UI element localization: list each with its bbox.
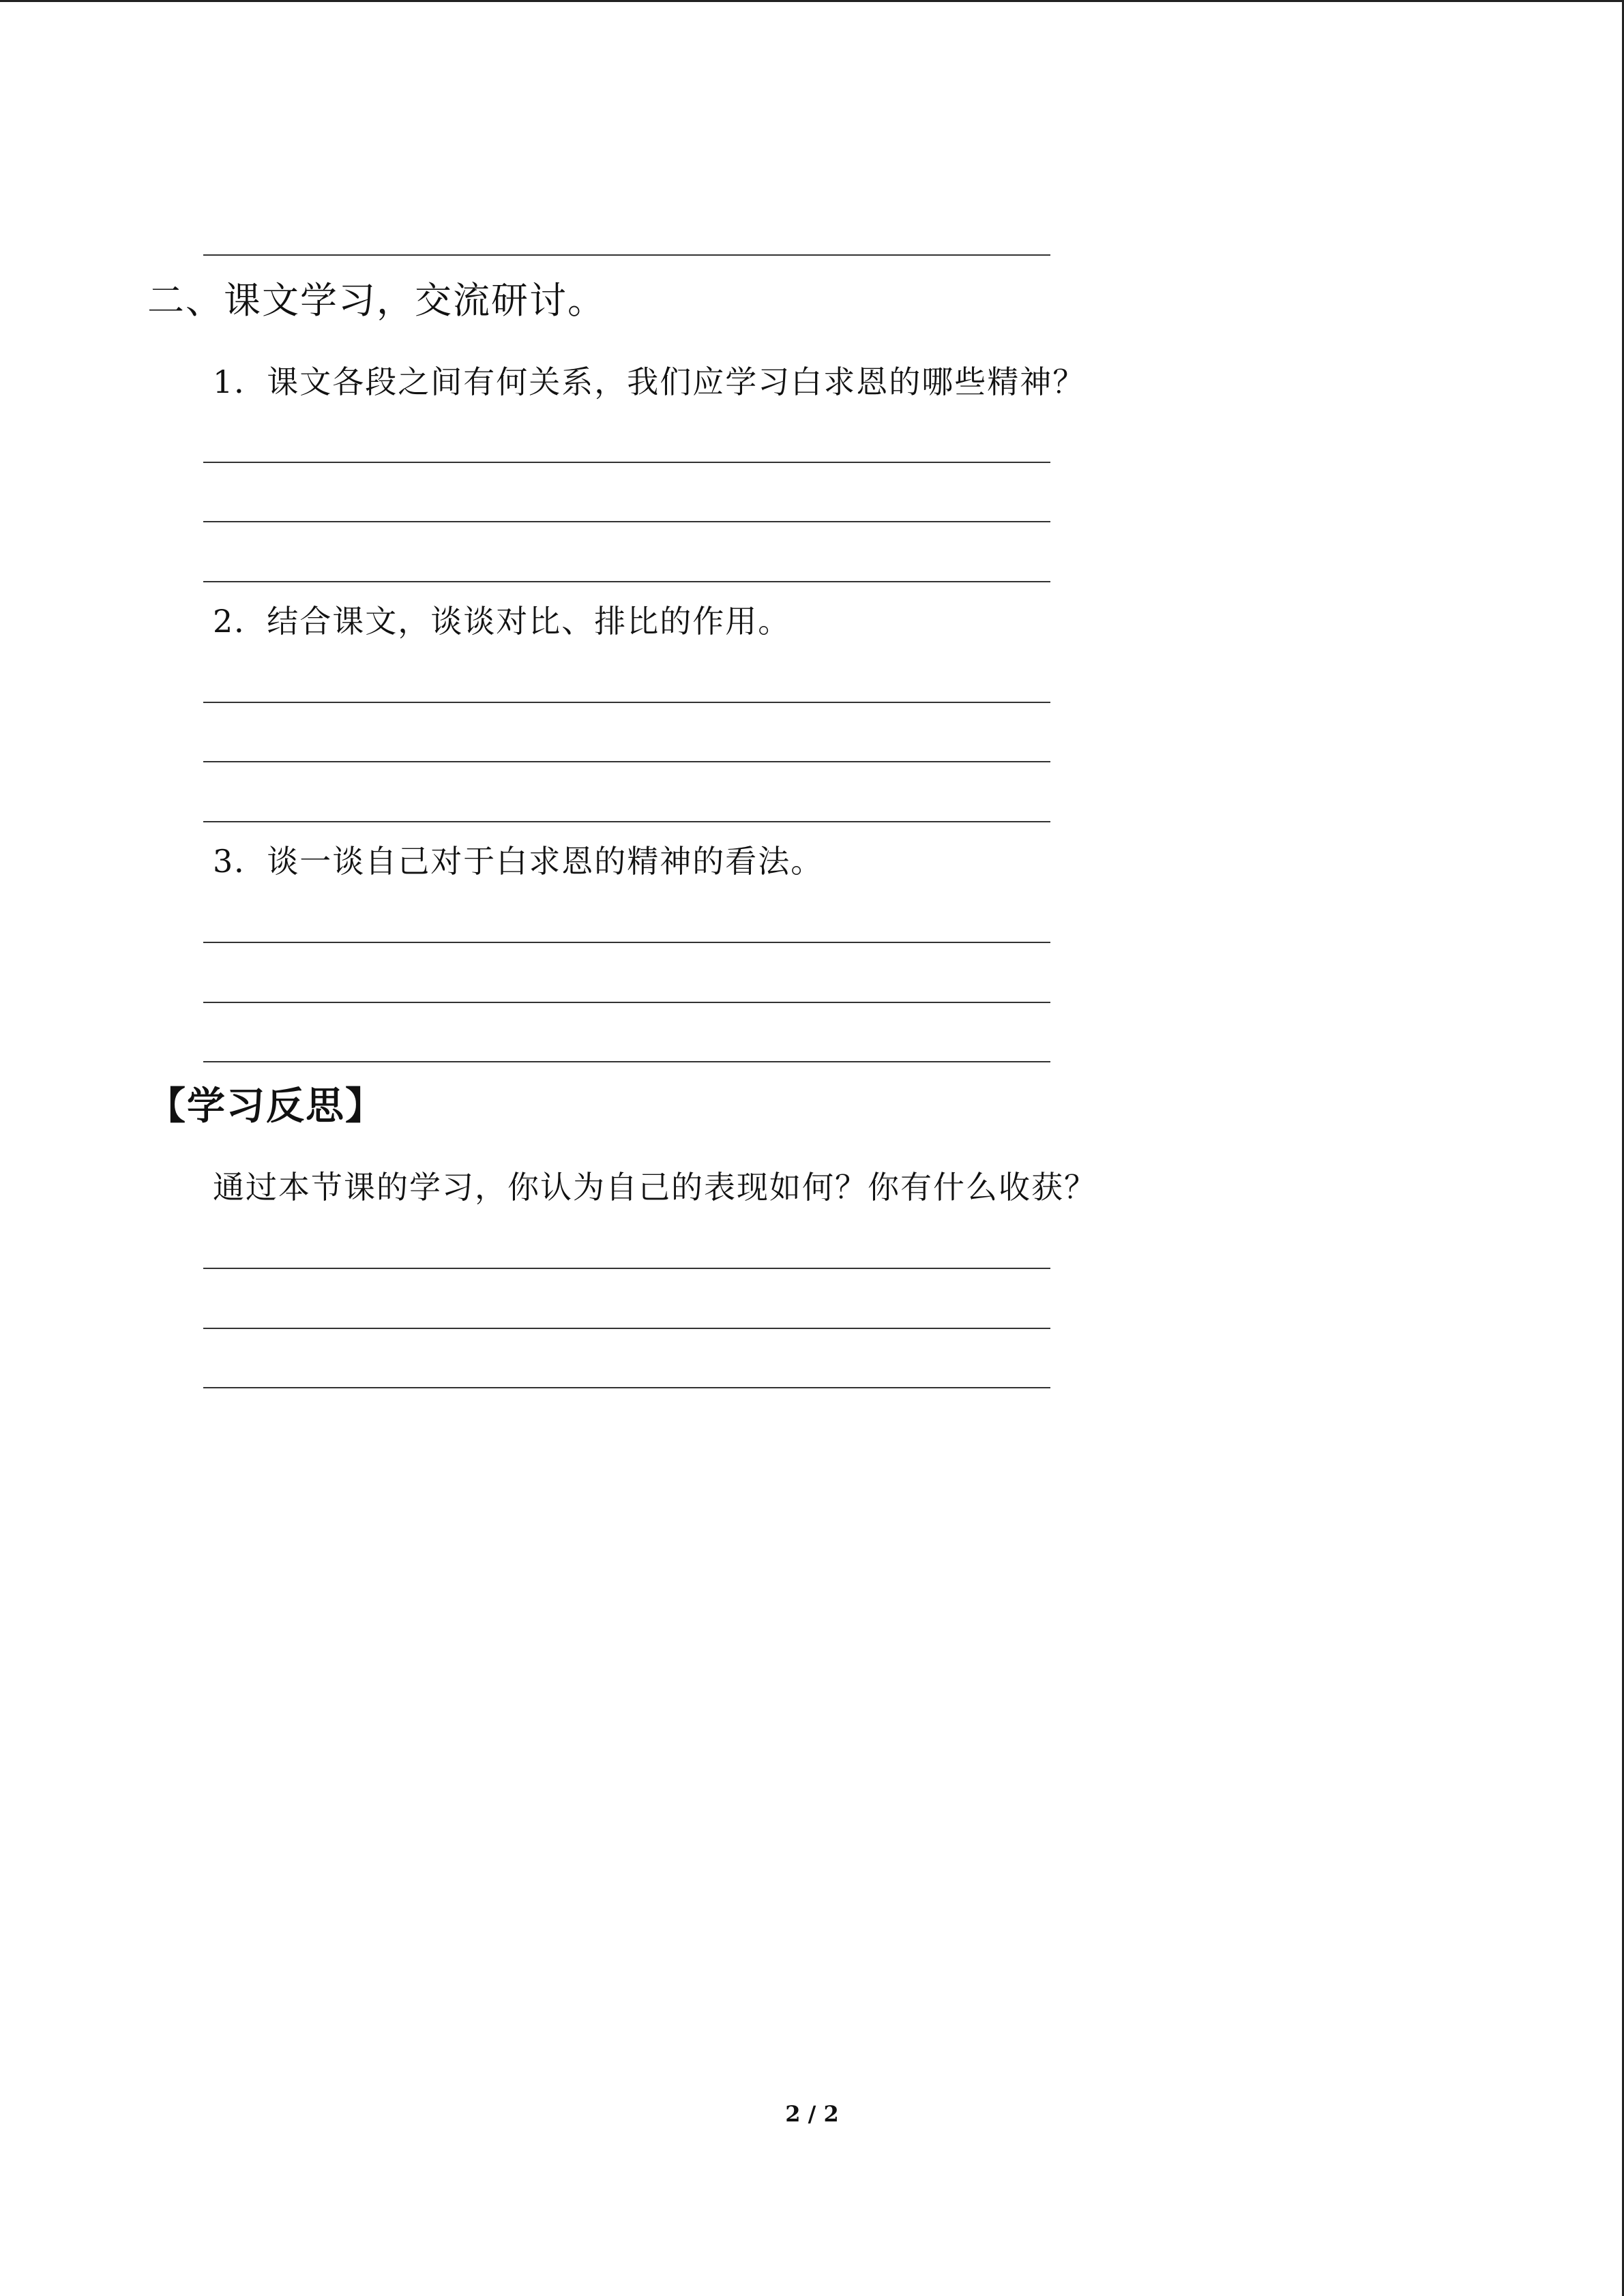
answer-line[interactable] — [203, 761, 1050, 762]
answer-line[interactable] — [203, 581, 1050, 582]
question-1: 1．课文各段之间有何关系，我们应学习白求恩的哪些精神？ — [213, 363, 1086, 400]
answer-line[interactable] — [203, 462, 1050, 463]
reflection-heading: 【学习反思】 — [147, 1084, 385, 1129]
answer-line[interactable] — [203, 1387, 1050, 1388]
page-top-border — [0, 0, 1624, 2]
reflection-prompt: 通过本节课的学习，你认为自己的表现如何？你有什么收获？ — [213, 1169, 1097, 1206]
answer-line[interactable] — [203, 1328, 1050, 1329]
answer-line[interactable] — [203, 1268, 1050, 1269]
question-2: 2．结合课文，谈谈对比、排比的作用。 — [213, 603, 791, 640]
section-heading: 二、课文学习，交流研讨。 — [147, 279, 606, 322]
question-3: 3．谈一谈自己对于白求恩的精神的看法。 — [213, 843, 824, 880]
answer-line[interactable] — [203, 254, 1050, 256]
answer-line[interactable] — [203, 942, 1050, 943]
answer-line[interactable] — [203, 521, 1050, 522]
answer-line[interactable] — [203, 1002, 1050, 1003]
page-number: 2 / 2 — [785, 2101, 839, 2127]
answer-line[interactable] — [203, 702, 1050, 703]
answer-line[interactable] — [203, 821, 1050, 822]
answer-line[interactable] — [203, 1061, 1050, 1062]
